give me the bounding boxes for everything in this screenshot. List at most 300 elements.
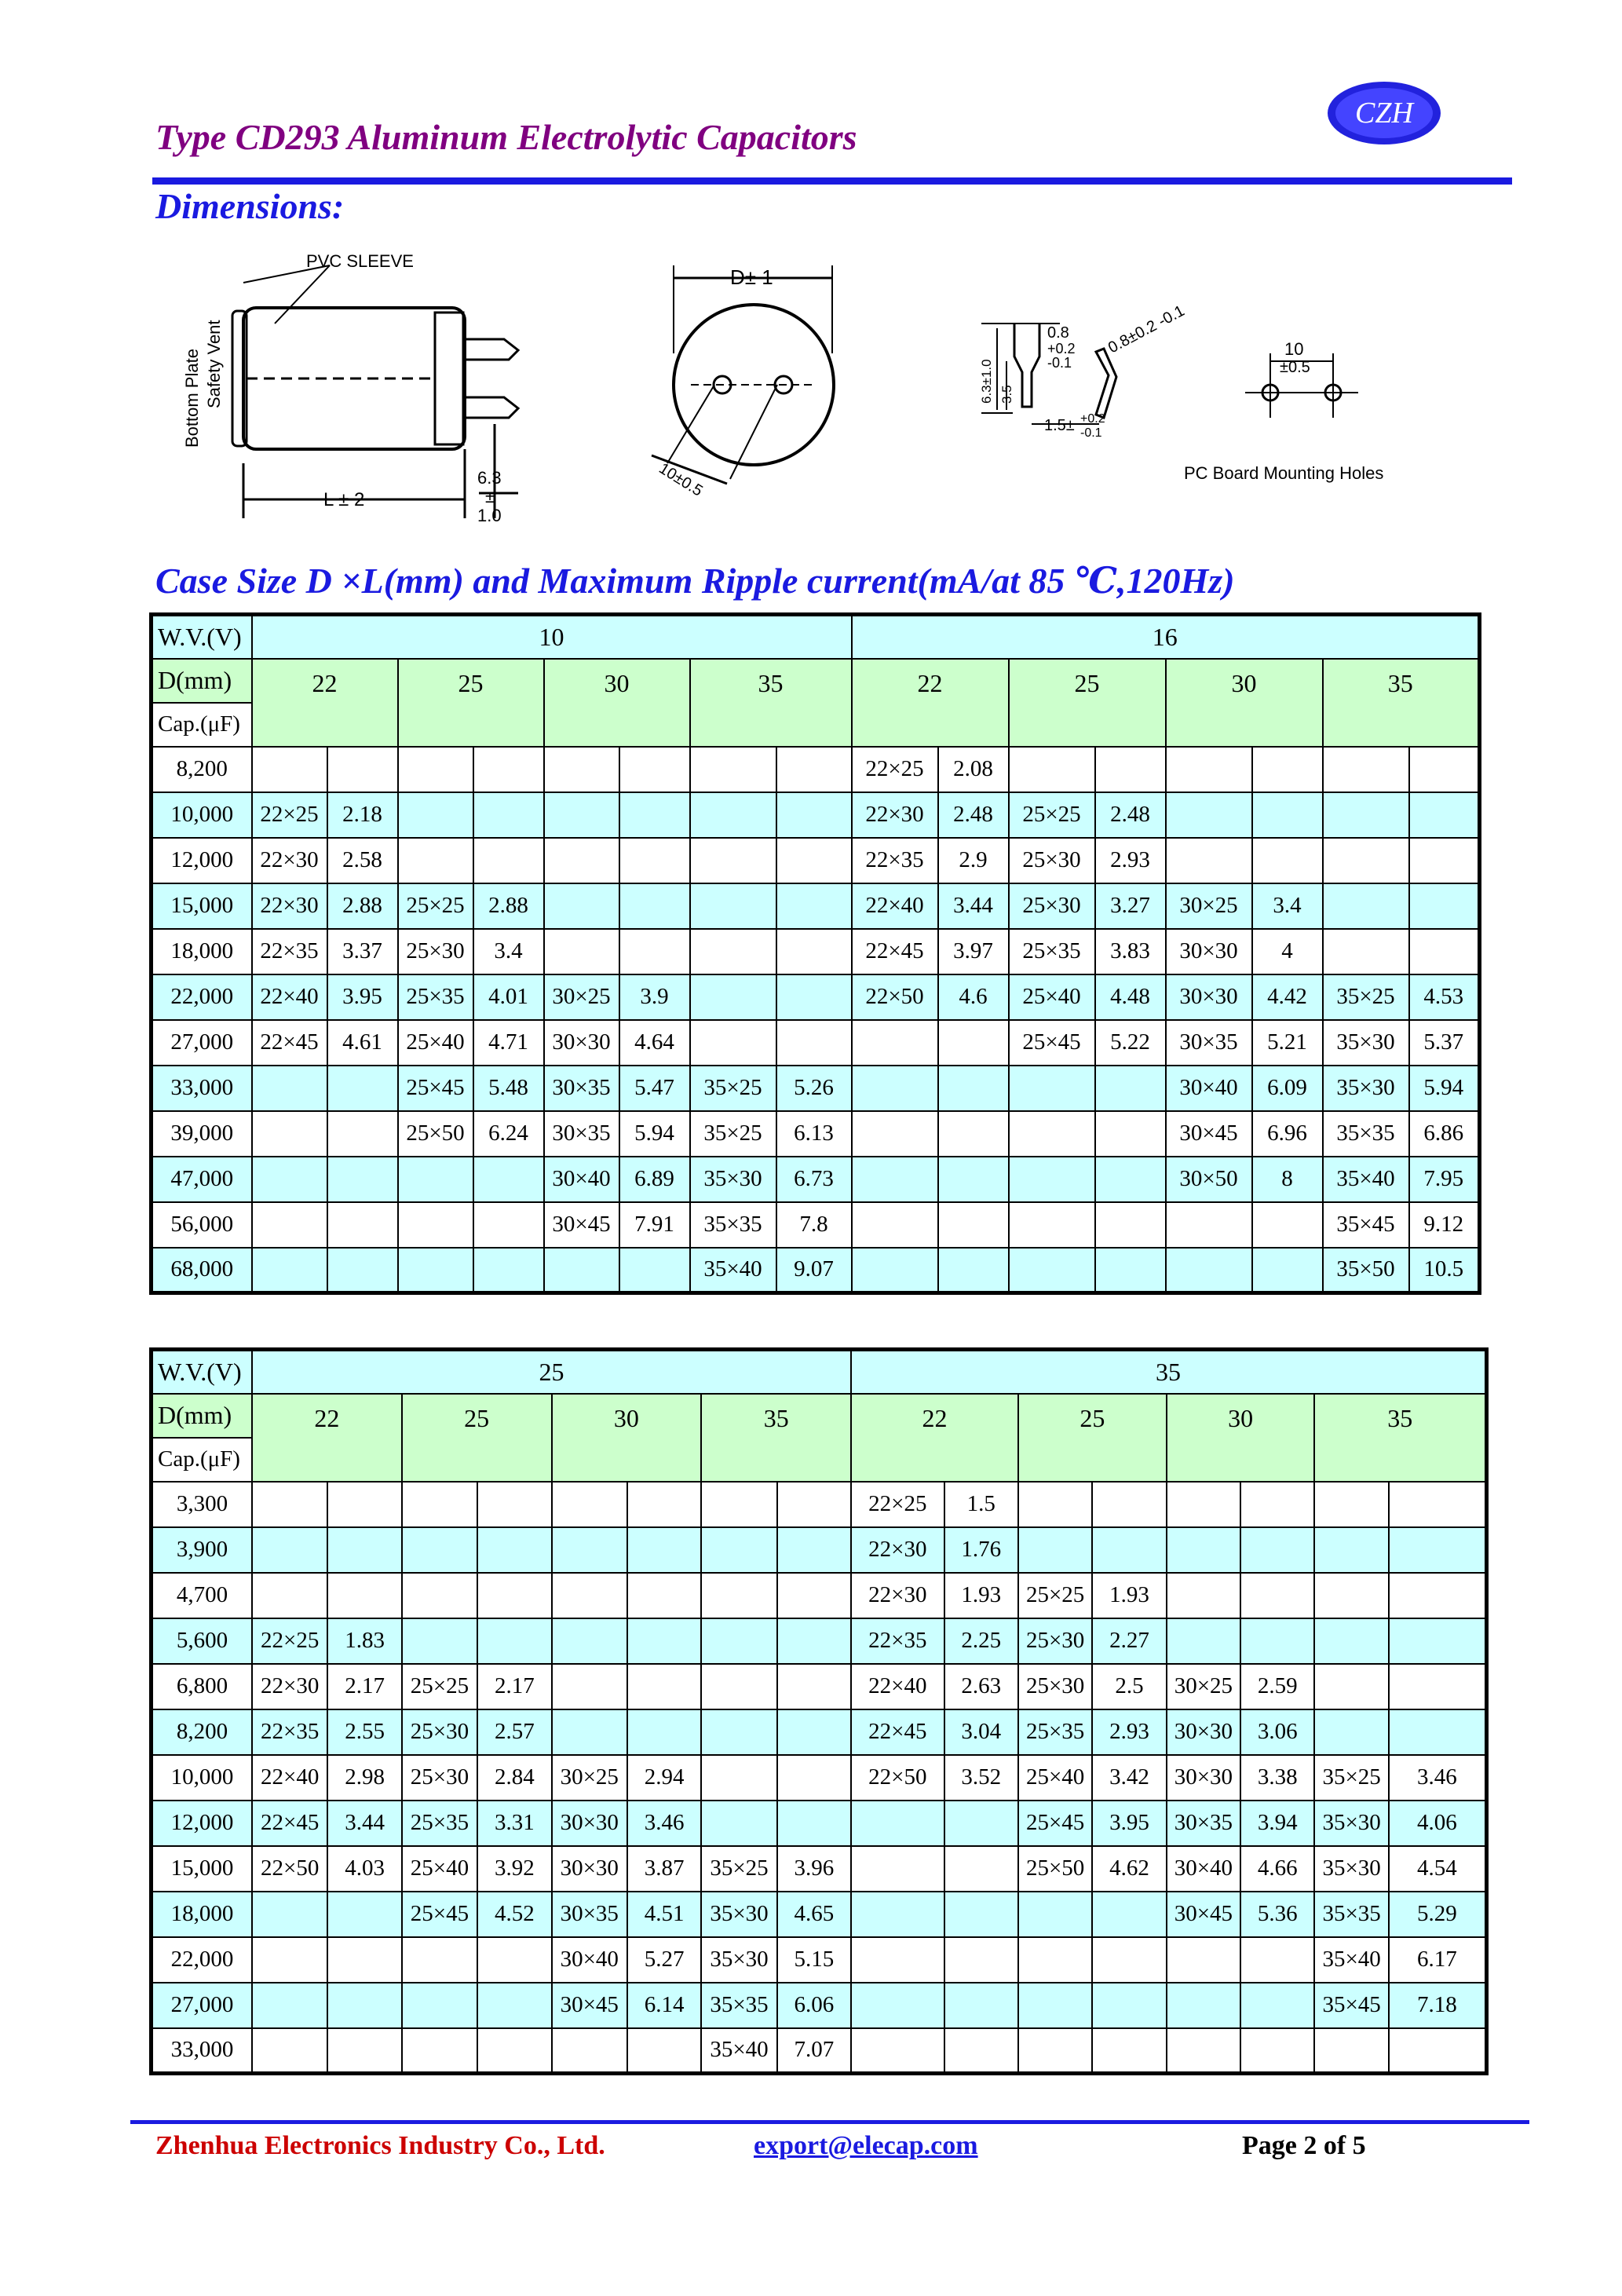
case-size-cell <box>398 1157 473 1202</box>
case-size-cell <box>851 1801 944 1846</box>
ripple-current-cell <box>1389 1618 1487 1664</box>
case-size-cell <box>1009 1202 1095 1248</box>
case-size-cell: 35×40 <box>1314 1937 1388 1983</box>
case-size-cell: 22×30 <box>852 792 938 838</box>
ripple-current-cell: 3.27 <box>1095 883 1166 929</box>
ripple-current-cell: 2.08 <box>938 747 1009 792</box>
company-logo <box>1325 79 1443 148</box>
table-row <box>152 1709 1487 1755</box>
case-size-cell <box>402 1618 477 1664</box>
ripple-current-cell: 5.15 <box>777 1937 851 1983</box>
ripple-current-cell <box>477 1618 551 1664</box>
case-size-cell <box>252 1482 327 1527</box>
ripple-current-cell <box>776 974 852 1020</box>
case-size-cell: 35×30 <box>690 1157 776 1202</box>
case-size-cell <box>402 1482 477 1527</box>
capacitance-cell: 4,700 <box>152 1573 253 1618</box>
ripple-current-cell: 1.76 <box>944 1527 1018 1573</box>
case-size-cell <box>852 1066 938 1111</box>
ripple-current-cell <box>477 1983 551 2028</box>
case-size-cell: 30×35 <box>552 1892 627 1937</box>
case-size-cell: 25×30 <box>402 1709 477 1755</box>
case-size-cell <box>1314 1618 1388 1664</box>
ripple-current-cell: 6.09 <box>1252 1066 1323 1111</box>
ripple-current-cell: 2.58 <box>327 838 398 883</box>
ripple-current-cell: 8 <box>1252 1157 1323 1202</box>
ripple-current-cell <box>1252 1202 1323 1248</box>
ripple-current-cell <box>627 1482 701 1527</box>
ripple-current-cell <box>1092 1892 1166 1937</box>
dimension-drawings <box>149 236 1421 550</box>
case-size-cell: 35×35 <box>1314 1892 1388 1937</box>
footer-page-number: Page 2 of 5 <box>1242 2131 1366 2160</box>
ripple-current-cell: 3.4 <box>473 929 544 974</box>
document-title: Type CD293 Aluminum Electrolytic Capacitors <box>155 117 857 157</box>
table-row <box>152 1248 1480 1293</box>
svg-text:-0.1: -0.1 <box>1047 355 1072 371</box>
case-size-cell <box>1009 1157 1095 1202</box>
ripple-current-cell <box>777 1755 851 1801</box>
case-size-cell: 30×35 <box>1166 1020 1252 1066</box>
ripple-current-cell <box>477 1527 551 1573</box>
ripple-current-cell: 3.87 <box>627 1846 701 1892</box>
case-size-cell <box>1323 747 1409 792</box>
ripple-current-cell: 7.95 <box>1409 1157 1480 1202</box>
capacitance-cell: 12,000 <box>152 1801 253 1846</box>
case-size-cell <box>1167 2028 1240 2074</box>
ripple-current-cell <box>1095 1157 1166 1202</box>
case-size-cell <box>852 1020 938 1066</box>
table-row <box>152 974 1480 1020</box>
case-size-cell <box>252 1066 327 1111</box>
case-size-cell <box>544 929 619 974</box>
ripple-current-cell: 2.17 <box>327 1664 401 1709</box>
table-row <box>152 1066 1480 1111</box>
case-size-cell <box>398 792 473 838</box>
svg-text:0.8: 0.8 <box>1047 324 1069 342</box>
case-size-cell: 25×30 <box>1009 838 1095 883</box>
case-size-cell: 35×50 <box>1323 1248 1409 1293</box>
case-size-cell <box>252 1111 327 1157</box>
ripple-current-cell <box>938 1066 1009 1111</box>
capacitance-cell: 39,000 <box>152 1111 252 1157</box>
ripple-current-cell <box>776 1020 852 1066</box>
capacitance-cell: 22,000 <box>152 974 252 1020</box>
case-size-cell: 22×40 <box>851 1664 944 1709</box>
case-size-cell <box>1018 1892 1092 1937</box>
ripple-current-cell: 2.9 <box>938 838 1009 883</box>
case-size-cell: 22×35 <box>851 1618 944 1664</box>
capacitance-cell: 5,600 <box>152 1618 253 1664</box>
case-size-cell <box>1314 1527 1388 1573</box>
case-size-cell: 30×30 <box>544 1020 619 1066</box>
table-row <box>152 1937 1487 1983</box>
ripple-current-cell <box>327 1527 401 1573</box>
ripple-current-cell <box>938 1157 1009 1202</box>
ripple-current-cell <box>1095 1248 1166 1293</box>
table-row <box>152 747 1480 792</box>
case-size-cell <box>552 1573 627 1618</box>
case-size-cell <box>701 1801 776 1846</box>
case-size-cell <box>552 2028 627 2074</box>
ripple-current-cell: 3.44 <box>327 1801 401 1846</box>
ripple-current-cell: 2.93 <box>1092 1709 1166 1755</box>
diameter-header: 30 <box>1166 659 1323 747</box>
table-row <box>152 1983 1487 2028</box>
case-size-cell <box>1009 1066 1095 1111</box>
case-size-cell <box>252 747 327 792</box>
ripple-current-cell: 5.48 <box>473 1066 544 1111</box>
case-size-cell: 35×30 <box>701 1892 776 1937</box>
case-size-cell: 25×45 <box>1018 1801 1092 1846</box>
ripple-current-cell: 4.54 <box>1389 1846 1487 1892</box>
ripple-current-cell: 7.18 <box>1389 1983 1487 2028</box>
ripple-current-cell <box>938 1020 1009 1066</box>
case-size-cell: 25×50 <box>1018 1846 1092 1892</box>
case-size-cell: 35×35 <box>690 1202 776 1248</box>
case-size-cell <box>1314 2028 1388 2074</box>
ripple-current-cell <box>944 1983 1018 2028</box>
case-size-cell <box>852 1248 938 1293</box>
capacitance-cell: 8,200 <box>152 747 252 792</box>
diameter-header: 22 <box>252 659 398 747</box>
svg-text:L ± 2: L ± 2 <box>323 489 365 510</box>
case-size-cell <box>852 1202 938 1248</box>
case-size-cell: 35×25 <box>690 1066 776 1111</box>
table-row <box>152 838 1480 883</box>
case-size-cell <box>544 747 619 792</box>
capacitance-cell: 6,800 <box>152 1664 253 1709</box>
ripple-current-cell <box>1252 747 1323 792</box>
table-row <box>152 1892 1487 1937</box>
case-size-cell: 22×40 <box>252 974 327 1020</box>
svg-text:10±0.5: 10±0.5 <box>656 459 706 500</box>
case-size-cell: 25×40 <box>1018 1755 1092 1801</box>
case-size-cell <box>1167 1573 1240 1618</box>
case-size-cell <box>252 1892 327 1937</box>
diameter-header: 22 <box>851 1394 1018 1482</box>
case-size-cell: 30×50 <box>1166 1157 1252 1202</box>
ripple-current-cell <box>1092 1937 1166 1983</box>
ripple-current-cell <box>1092 1983 1166 2028</box>
case-size-cell <box>402 1937 477 1983</box>
case-size-cell: 30×45 <box>552 1983 627 2028</box>
ripple-current-cell <box>627 2028 701 2074</box>
ripple-current-cell <box>1095 747 1166 792</box>
case-size-cell: 25×30 <box>1009 883 1095 929</box>
ripple-current-cell: 3.38 <box>1240 1755 1314 1801</box>
ripple-current-cell <box>477 1573 551 1618</box>
svg-text:10: 10 <box>1284 339 1304 359</box>
ripple-current-cell <box>327 747 398 792</box>
case-size-cell: 22×25 <box>252 1618 327 1664</box>
case-size-cell <box>398 747 473 792</box>
ripple-current-cell: 4.01 <box>473 974 544 1020</box>
case-size-cell <box>544 883 619 929</box>
ripple-current-cell <box>327 1482 401 1527</box>
ripple-current-cell <box>473 1202 544 1248</box>
ripple-current-cell: 2.63 <box>944 1664 1018 1709</box>
ripple-current-cell <box>327 1111 398 1157</box>
case-size-cell <box>544 792 619 838</box>
case-size-cell: 22×30 <box>851 1527 944 1573</box>
ripple-current-cell: 3.31 <box>477 1801 551 1846</box>
case-size-cell: 22×40 <box>852 883 938 929</box>
case-size-cell <box>252 1202 327 1248</box>
capacitance-cell: 33,000 <box>152 2028 253 2074</box>
ripple-current-cell <box>327 2028 401 2074</box>
case-size-cell: 35×25 <box>701 1846 776 1892</box>
ripple-current-cell <box>477 2028 551 2074</box>
case-size-cell <box>402 1527 477 1573</box>
ripple-current-cell: 3.95 <box>327 974 398 1020</box>
ripple-current-cell <box>327 1892 401 1937</box>
svg-text:+0.2: +0.2 <box>1047 341 1076 356</box>
ripple-current-cell: 2.59 <box>1240 1664 1314 1709</box>
ripple-current-cell: 4.53 <box>1409 974 1480 1020</box>
ripple-current-cell <box>1409 929 1480 974</box>
case-size-cell <box>1323 883 1409 929</box>
case-size-cell <box>1314 1709 1388 1755</box>
case-size-cell <box>398 1202 473 1248</box>
ripple-current-cell <box>477 1482 551 1527</box>
case-size-cell <box>252 1573 327 1618</box>
ripple-current-cell <box>1409 883 1480 929</box>
case-size-cell: 25×50 <box>398 1111 473 1157</box>
case-size-cell <box>1167 1482 1240 1527</box>
case-size-cell: 22×45 <box>252 1801 327 1846</box>
ripple-current-cell: 9.12 <box>1409 1202 1480 1248</box>
case-size-cell <box>1167 1983 1240 2028</box>
case-size-cell <box>1009 747 1095 792</box>
ripple-current-cell: 4.6 <box>938 974 1009 1020</box>
capacitance-cell: 3,300 <box>152 1482 253 1527</box>
case-size-cell: 25×35 <box>398 974 473 1020</box>
ripple-current-cell: 3.9 <box>619 974 690 1020</box>
ripple-current-cell: 3.83 <box>1095 929 1166 974</box>
ripple-current-cell: 10.5 <box>1409 1248 1480 1293</box>
case-size-cell <box>852 1157 938 1202</box>
case-size-cell: 35×35 <box>1323 1111 1409 1157</box>
table-row <box>152 1202 1480 1248</box>
case-size-cell <box>1167 1527 1240 1573</box>
ripple-current-cell <box>1240 1983 1314 2028</box>
ripple-current-cell <box>1240 1618 1314 1664</box>
case-size-cell: 35×30 <box>1323 1020 1409 1066</box>
table-row <box>152 1801 1487 1846</box>
capacitance-cell: 3,900 <box>152 1527 253 1573</box>
case-size-cell <box>1018 2028 1092 2074</box>
case-size-cell <box>1009 1111 1095 1157</box>
ripple-current-cell: 3.96 <box>777 1846 851 1892</box>
table-row <box>152 1020 1480 1066</box>
case-size-cell <box>544 1248 619 1293</box>
ripple-current-cell: 2.48 <box>1095 792 1166 838</box>
case-size-cell: 30×30 <box>1166 929 1252 974</box>
ripple-current-cell <box>619 747 690 792</box>
case-size-cell <box>690 883 776 929</box>
diameter-header: 35 <box>701 1394 851 1482</box>
case-size-cell: 25×45 <box>1009 1020 1095 1066</box>
ripple-current-cell <box>1409 792 1480 838</box>
case-size-cell <box>252 1937 327 1983</box>
case-size-cell: 30×30 <box>552 1846 627 1892</box>
case-size-cell <box>1166 747 1252 792</box>
ripple-current-cell: 3.92 <box>477 1846 551 1892</box>
ripple-current-cell: 3.4 <box>1252 883 1323 929</box>
case-size-cell <box>690 1020 776 1066</box>
case-size-cell: 25×35 <box>1009 929 1095 974</box>
diameter-header: 30 <box>552 1394 702 1482</box>
capacitance-cell: 12,000 <box>152 838 252 883</box>
case-size-cell: 22×40 <box>252 1755 327 1801</box>
ripple-current-cell <box>776 792 852 838</box>
ripple-current-cell <box>938 1202 1009 1248</box>
wv-label: W.V.(V) <box>152 615 252 659</box>
case-size-cell: 25×30 <box>1018 1664 1092 1709</box>
ripple-current-cell <box>627 1664 701 1709</box>
svg-text:3.5: 3.5 <box>999 385 1014 404</box>
capacitance-cell: 18,000 <box>152 1892 253 1937</box>
case-size-cell: 30×35 <box>544 1111 619 1157</box>
case-size-cell <box>701 1664 776 1709</box>
ripple-current-cell <box>944 1846 1018 1892</box>
capacitance-cell: 22,000 <box>152 1937 253 1983</box>
voltage-header: 16 <box>852 615 1480 659</box>
table-row <box>152 792 1480 838</box>
case-size-cell <box>690 974 776 1020</box>
case-size-cell: 30×30 <box>1166 974 1252 1020</box>
ripple-current-cell: 3.37 <box>327 929 398 974</box>
diameter-header: 22 <box>852 659 1009 747</box>
case-size-cell: 30×30 <box>552 1801 627 1846</box>
ripple-current-cell <box>1409 838 1480 883</box>
case-size-cell <box>252 1983 327 2028</box>
ripple-current-cell: 5.37 <box>1409 1020 1480 1066</box>
ripple-current-cell <box>327 1157 398 1202</box>
ripple-current-cell <box>619 1248 690 1293</box>
ripple-current-cell <box>1240 1937 1314 1983</box>
case-size-cell <box>851 1892 944 1937</box>
table-row <box>152 1482 1487 1527</box>
ripple-current-cell <box>1092 1482 1166 1527</box>
ripple-current-cell: 1.5 <box>944 1482 1018 1527</box>
ripple-current-cell: 7.8 <box>776 1202 852 1248</box>
case-size-cell <box>402 1983 477 2028</box>
diameter-header: 30 <box>544 659 690 747</box>
ripple-current-cell: 5.21 <box>1252 1020 1323 1066</box>
case-size-cell: 35×45 <box>1323 1202 1409 1248</box>
capacitance-cell: 56,000 <box>152 1202 252 1248</box>
case-size-cell: 30×45 <box>1167 1892 1240 1937</box>
case-size-cell <box>1166 838 1252 883</box>
ripple-current-cell: 6.86 <box>1409 1111 1480 1157</box>
ripple-current-cell <box>327 1573 401 1618</box>
svg-text:1.5±: 1.5± <box>1044 417 1075 434</box>
table-row <box>152 1573 1487 1618</box>
diameter-header: 25 <box>1018 1394 1167 1482</box>
case-size-cell: 22×30 <box>252 1664 327 1709</box>
case-size-cell: 30×40 <box>1166 1066 1252 1111</box>
case-size-cell <box>252 1527 327 1573</box>
ripple-current-cell <box>1095 1202 1166 1248</box>
ripple-current-cell: 3.06 <box>1240 1709 1314 1755</box>
case-size-cell: 30×30 <box>1167 1755 1240 1801</box>
capacitance-cell: 8,200 <box>152 1709 253 1755</box>
case-size-cell: 22×25 <box>252 792 327 838</box>
ripple-current-cell: 3.94 <box>1240 1801 1314 1846</box>
ripple-current-cell: 2.25 <box>944 1618 1018 1664</box>
ripple-current-cell: 7.07 <box>777 2028 851 2074</box>
case-size-cell <box>544 838 619 883</box>
case-size-cell <box>701 1573 776 1618</box>
diameter-header: 25 <box>398 659 544 747</box>
case-size-cell <box>252 1157 327 1202</box>
ripple-current-cell <box>327 1248 398 1293</box>
ripple-current-cell <box>627 1527 701 1573</box>
case-size-cell <box>1018 1937 1092 1983</box>
ripple-current-cell <box>477 1937 551 1983</box>
ripple-current-cell <box>473 747 544 792</box>
case-size-cell <box>1009 1248 1095 1293</box>
case-size-cell <box>701 1527 776 1573</box>
ripple-current-cell <box>327 1937 401 1983</box>
svg-text:Bottom Plate: Bottom Plate <box>182 349 202 448</box>
table-row <box>152 1157 1480 1202</box>
case-size-cell: 30×25 <box>552 1755 627 1801</box>
ripple-current-cell <box>1240 1482 1314 1527</box>
ripple-current-cell: 6.14 <box>627 1983 701 2028</box>
ripple-current-cell: 2.84 <box>477 1755 551 1801</box>
svg-text:6.3: 6.3 <box>477 468 502 488</box>
voltage-header: 35 <box>851 1350 1486 1394</box>
case-size-cell: 35×30 <box>1323 1066 1409 1111</box>
ripple-current-cell: 5.94 <box>619 1111 690 1157</box>
ripple-current-cell <box>1389 1709 1487 1755</box>
case-size-cell <box>701 1755 776 1801</box>
case-size-cell: 35×25 <box>1323 974 1409 1020</box>
ripple-current-cell: 3.52 <box>944 1755 1018 1801</box>
capacitance-cell: 33,000 <box>152 1066 252 1111</box>
svg-text:+0.2: +0.2 <box>1080 412 1105 426</box>
table-row <box>152 1527 1487 1573</box>
footer-email-link[interactable]: export@elecap.com <box>754 2131 978 2160</box>
svg-text:PVC SLEEVE: PVC SLEEVE <box>306 251 414 271</box>
case-size-cell <box>1167 1618 1240 1664</box>
ripple-current-cell: 4.06 <box>1389 1801 1487 1846</box>
ripple-current-cell <box>944 1801 1018 1846</box>
ripple-current-cell <box>777 1482 851 1527</box>
cap-label: Cap.(μF) <box>152 1438 253 1482</box>
case-size-cell: 25×40 <box>1009 974 1095 1020</box>
svg-text:±0.5: ±0.5 <box>1280 359 1310 376</box>
case-size-cell: 30×25 <box>1167 1664 1240 1709</box>
case-size-cell: 25×40 <box>402 1846 477 1892</box>
ripple-current-cell <box>1252 792 1323 838</box>
ripple-current-cell: 2.93 <box>1095 838 1166 883</box>
case-size-cell <box>552 1482 627 1527</box>
case-size-cell <box>1166 1202 1252 1248</box>
ripple-current-cell: 4.48 <box>1095 974 1166 1020</box>
case-size-cell: 22×35 <box>252 929 327 974</box>
case-size-cell <box>402 1573 477 1618</box>
ripple-current-cell <box>627 1618 701 1664</box>
case-size-cell: 30×25 <box>1166 883 1252 929</box>
case-size-cell: 25×25 <box>1009 792 1095 838</box>
ripple-current-cell <box>1092 1527 1166 1573</box>
side-view-drawing <box>232 265 518 518</box>
case-size-cell <box>1018 1983 1092 2028</box>
